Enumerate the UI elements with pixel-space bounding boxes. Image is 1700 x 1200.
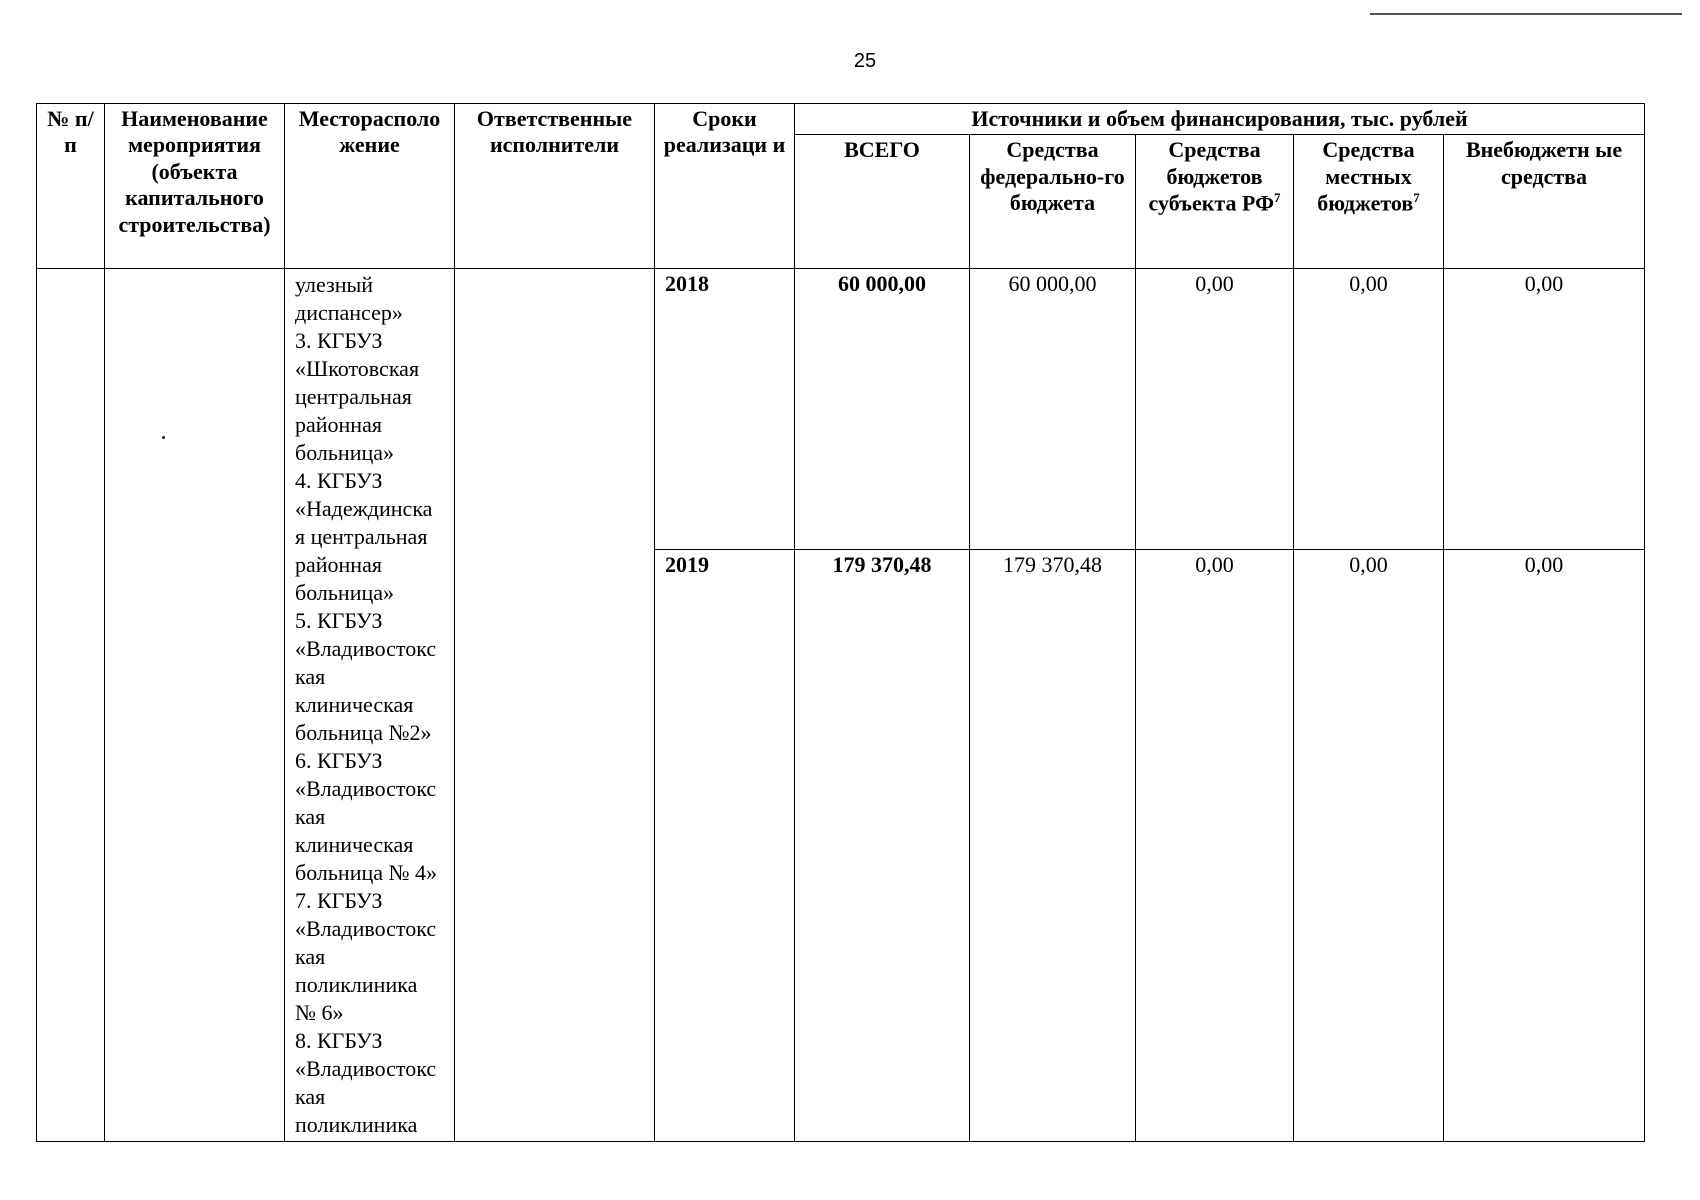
cell-responsible	[455, 269, 655, 1142]
cell-num	[37, 269, 105, 1142]
cell-federal: 179 370,48	[970, 550, 1136, 1142]
header-extra: Внебюджетн ые средства	[1444, 135, 1645, 269]
cell-extra: 0,00	[1444, 269, 1645, 550]
cell-total: 60 000,00	[795, 269, 970, 550]
cell-year: 2019	[655, 550, 795, 1142]
header-local	[1294, 135, 1444, 269]
header-regional-label: Средства бюджетов субъекта РФ	[1148, 137, 1274, 216]
header-name: Наименование мероприятия (объекта капитального строительства)	[105, 104, 285, 269]
header-local-label: Средства местных бюджетов	[1317, 137, 1415, 216]
cell-extra: 0,00	[1444, 550, 1645, 1142]
cell-total: 179 370,48	[795, 550, 970, 1142]
cell-local: 0,00	[1294, 550, 1444, 1142]
header-period: Сроки реализаци и	[655, 104, 795, 269]
cell-year: 2018	[655, 269, 795, 550]
table-row	[37, 269, 1645, 550]
header-total: ВСЕГО	[795, 135, 970, 269]
header-regional-footnote: 7	[1273, 190, 1281, 206]
stray-dot	[162, 436, 165, 439]
cell-local: 0,00	[1294, 269, 1444, 550]
cell-federal: 60 000,00	[970, 269, 1136, 550]
page-number: 25	[853, 50, 877, 72]
cell-regional: 0,00	[1136, 269, 1294, 550]
cell-location: улезный диспансер» 3. КГБУЗ «Шкотовская центральная районная больница» 4. КГБУЗ «Надеждинска я центральная районная больница» 5. КГБУЗ «Владивостокс кая клиническая больница №2» 6. КГБУЗ «Владивостокс кая клиническая больница № 4» 7. КГБУЗ «Владивостокс кая поликлиника № 6» 8. КГБУЗ «Владивостокс кая поликлиника	[285, 269, 455, 1142]
header-regional	[1136, 135, 1294, 269]
cell-name	[105, 269, 285, 1142]
header-location: Месторасполо жение	[285, 104, 455, 269]
header-num: № п/п	[37, 104, 105, 269]
header-financing-group: Источники и объем финансирования, тыс. рублей	[795, 104, 1645, 135]
cell-regional: 0,00	[1136, 550, 1294, 1142]
header-responsible: Ответственные исполнители	[455, 104, 655, 269]
header-local-footnote: 7	[1413, 190, 1420, 206]
header-federal: Средства федерально-го бюджета	[970, 135, 1136, 269]
financing-table	[36, 103, 1645, 1142]
top-rule	[1370, 13, 1682, 15]
